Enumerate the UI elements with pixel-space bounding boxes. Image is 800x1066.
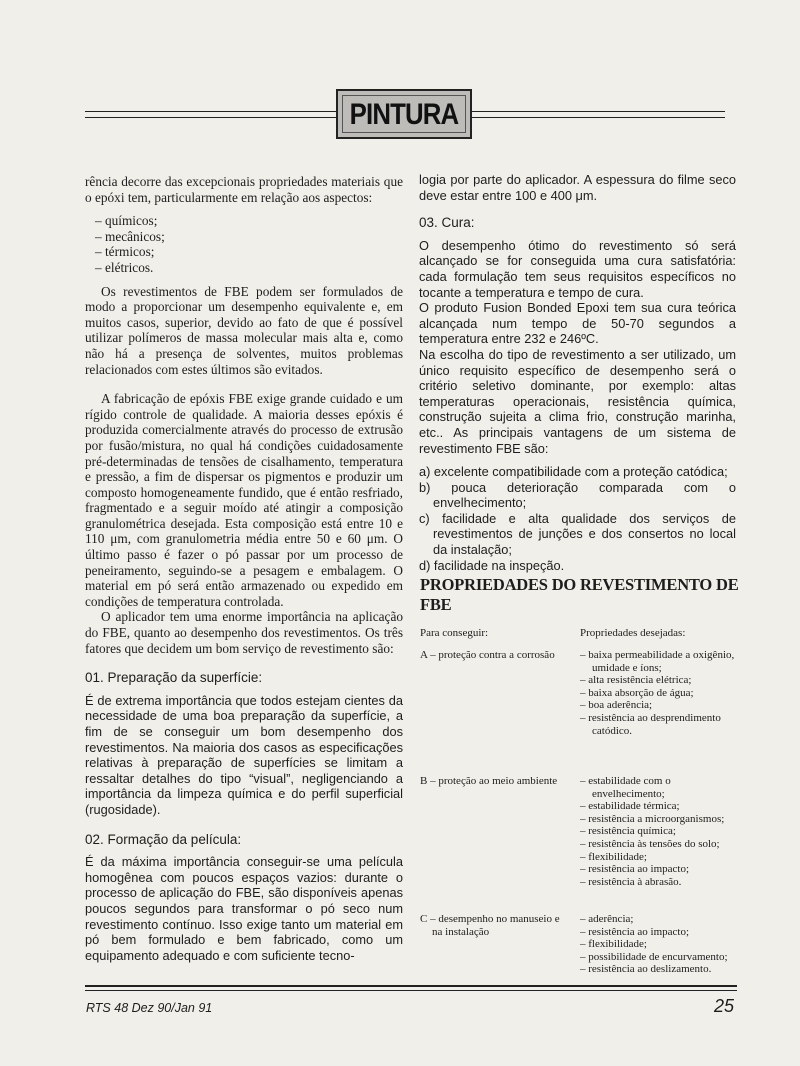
list-item: – elétricos.	[95, 259, 154, 275]
properties-a	[580, 649, 740, 737]
list-item: – mecânicos;	[95, 228, 165, 244]
footer-rule-bottom	[85, 990, 737, 991]
header-rule-right-bottom	[472, 117, 725, 118]
table-row	[420, 649, 740, 775]
table-row	[420, 775, 740, 913]
list-item: a) excelente compatibilidade com a proteção catódica;	[419, 464, 728, 480]
goal-a: A – proteção contra a corrosão	[420, 649, 555, 661]
page-number: 25	[713, 996, 734, 1016]
aspects-list	[95, 213, 403, 275]
goal-b: B – proteção ao meio ambiente	[420, 775, 558, 787]
header-rule-right-top	[472, 111, 725, 112]
col-header-properties: Propriedades desejadas:	[580, 627, 686, 639]
section-03-text-1: O desempenho ótimo do revestimento só será alcançado se for conseguida uma cura satisfatória: cada formulação tem seus requisitos específicos no tocante a temperatura e tempo de cura.	[419, 237, 736, 300]
list-item: – resistência ao deslizamento.	[580, 963, 712, 976]
list-item: – resistência ao impacto;	[580, 863, 690, 876]
section-banner	[336, 89, 472, 139]
list-item: – alta resistência elétrica;	[580, 674, 692, 687]
properties-c	[580, 913, 740, 976]
list-item: c) facilidade e alta qualidade dos serviços de revestimentos de junções e dos consertos no local da instalação;	[419, 510, 736, 558]
list-item: – baixa absorção de água;	[580, 686, 694, 699]
left-paragraph-2: Os revestimentos de FBE podem ser formulados de modo a proporcionar um desempenho equivalente e, em muitos casos, superior, devido ao fato de que é possível utilizar polímeros de massa molecular mais alta e, como não há a presença de solventes, muitos problemas relacionados com estes últimos são evitados.	[85, 283, 403, 377]
list-item: – flexibilidade;	[580, 850, 647, 863]
col-header-goal: Para conseguir:	[420, 627, 489, 639]
list-item: – boa aderência;	[580, 699, 653, 712]
section-03-text-3: Na escolha do tipo de revestimento a ser utilizado, um único requisito específico de desempenho será o critério seletivo dominante, por exemplo: altas temperaturas operacionais, resistência química, construção sujeita a clima frio, construção marinha, etc.. As principais vantagens de um sistema de revestimento FBE são:	[419, 346, 736, 456]
section-03-title: 03. Cura:	[419, 215, 475, 231]
section-02-text: É da máxima importância conseguir-se uma película homogênea com poucos espaços vazios: durante o processo de aplicação do FBE, são disponíveis apenas poucos segundos para transformar o pó seco num revestimento contínuo. Isso exige tanto um material em pó bem formulado e bem fabricado, como um equipamento adequado e com suficiente tecno-	[85, 854, 403, 963]
list-item: – resistência à abrasão.	[580, 875, 682, 888]
list-item: – resistência às tensões do solo;	[580, 837, 720, 850]
advantages-list	[419, 464, 736, 573]
footer-rule-top	[85, 985, 737, 987]
list-item: – térmicos;	[95, 244, 155, 260]
list-item: – resistência a microorganismos;	[580, 812, 725, 825]
list-item: – estabilidade com o envelhecimento;	[580, 775, 671, 800]
list-item: – aderência;	[580, 913, 634, 925]
list-item: – flexibilidade;	[580, 938, 647, 951]
list-item: – possibilidade de encurvamento;	[580, 950, 728, 963]
list-item: d) facilidade na inspeção.	[419, 557, 565, 573]
properties-title: PROPRIEDADES DO REVESTIMENTO DE FBE	[420, 575, 739, 614]
list-item: – resistência ao impacto;	[580, 925, 690, 938]
list-item: – químicos;	[95, 213, 158, 229]
section-title: PINTURA	[349, 98, 459, 131]
issue-label: RTS 48 Dez 90/Jan 91	[86, 1001, 213, 1015]
properties-table	[420, 627, 740, 1003]
list-item: – estabilidade térmica;	[580, 800, 680, 813]
section-01-text: É de extrema importância que todos estejam cientes da necessidade de uma boa preparação da superfície, a fim de se conseguir um bom desempenho dos revestimentos. Na maioria dos casos as especificações relativas à preparação de superfícies se limitam a ressaltar detalhes do tipo “visual”, negligenciando a importância da limpeza química e do perfil superficial (rugosidade).	[85, 692, 403, 817]
section-03-text-2: O produto Fusion Bonded Epoxi tem sua cura teórica alcançada num tempo de 50-70 segundos a temperatura entre 232 e 246ºC.	[419, 300, 736, 347]
section-02-title: 02. Formação da película:	[85, 831, 242, 847]
list-item: b) pouca deterioração comparada com o envelhecimento;	[419, 479, 736, 511]
properties-header-row	[420, 627, 740, 649]
header-rule-left-top	[85, 111, 336, 112]
goal-c: C – desempenho no manuseio e na instalação	[420, 913, 560, 938]
left-paragraph-1: rência decorre das excepcionais propriedades materiais que o epóxi tem, particularmente em relação aos aspectos:	[85, 174, 403, 205]
header-rule-left-bottom	[85, 117, 336, 118]
left-column	[85, 174, 403, 963]
list-item: – resistência ao desprendimento catódico.	[580, 711, 721, 737]
list-item: – baixa permeabilidade a oxigênio, umidade e íons;	[580, 649, 735, 674]
right-column	[419, 172, 736, 573]
left-paragraph-4: O aplicador tem uma enorme importância na aplicação do FBE, quanto ao desempenho dos revestimentos. Os três fatores que decidem um bom serviço de revestimento são:	[85, 609, 403, 656]
properties-b	[580, 775, 740, 888]
section-01-title: 01. Preparação da superfície:	[85, 670, 263, 686]
list-item: – resistência química;	[580, 825, 676, 838]
right-paragraph-1: logia por parte do aplicador. A espessura do filme seco deve estar entre 100 e 400 μm.	[419, 172, 736, 203]
left-paragraph-3: A fabricação de epóxis FBE exige grande cuidado e um rígido controle de qualidade. A maioria desses epóxis é produzida comercialmente através do processo de extrusão por fusão/mistura, no qual há condições cuidadosamente pré-determinadas de tensões de cisalhamento, temperatura e pressão, a fim de dispersar os pigmentos e produzir um composto homogeneamente fundido, que é então resfriado, fragmentado e a seguir moído até atingir a composição granulométrica desejada. Esta composição está entre 10 e 110 μm, com granulometria média entre 50 e 60 μm. O último passo é fazer o pó passar por um processo de peneiramento, seguindo-se a pesagem e embalagem. O material em pó será então armazenado ou expedido em condições de temperatura controlada.	[85, 391, 403, 609]
